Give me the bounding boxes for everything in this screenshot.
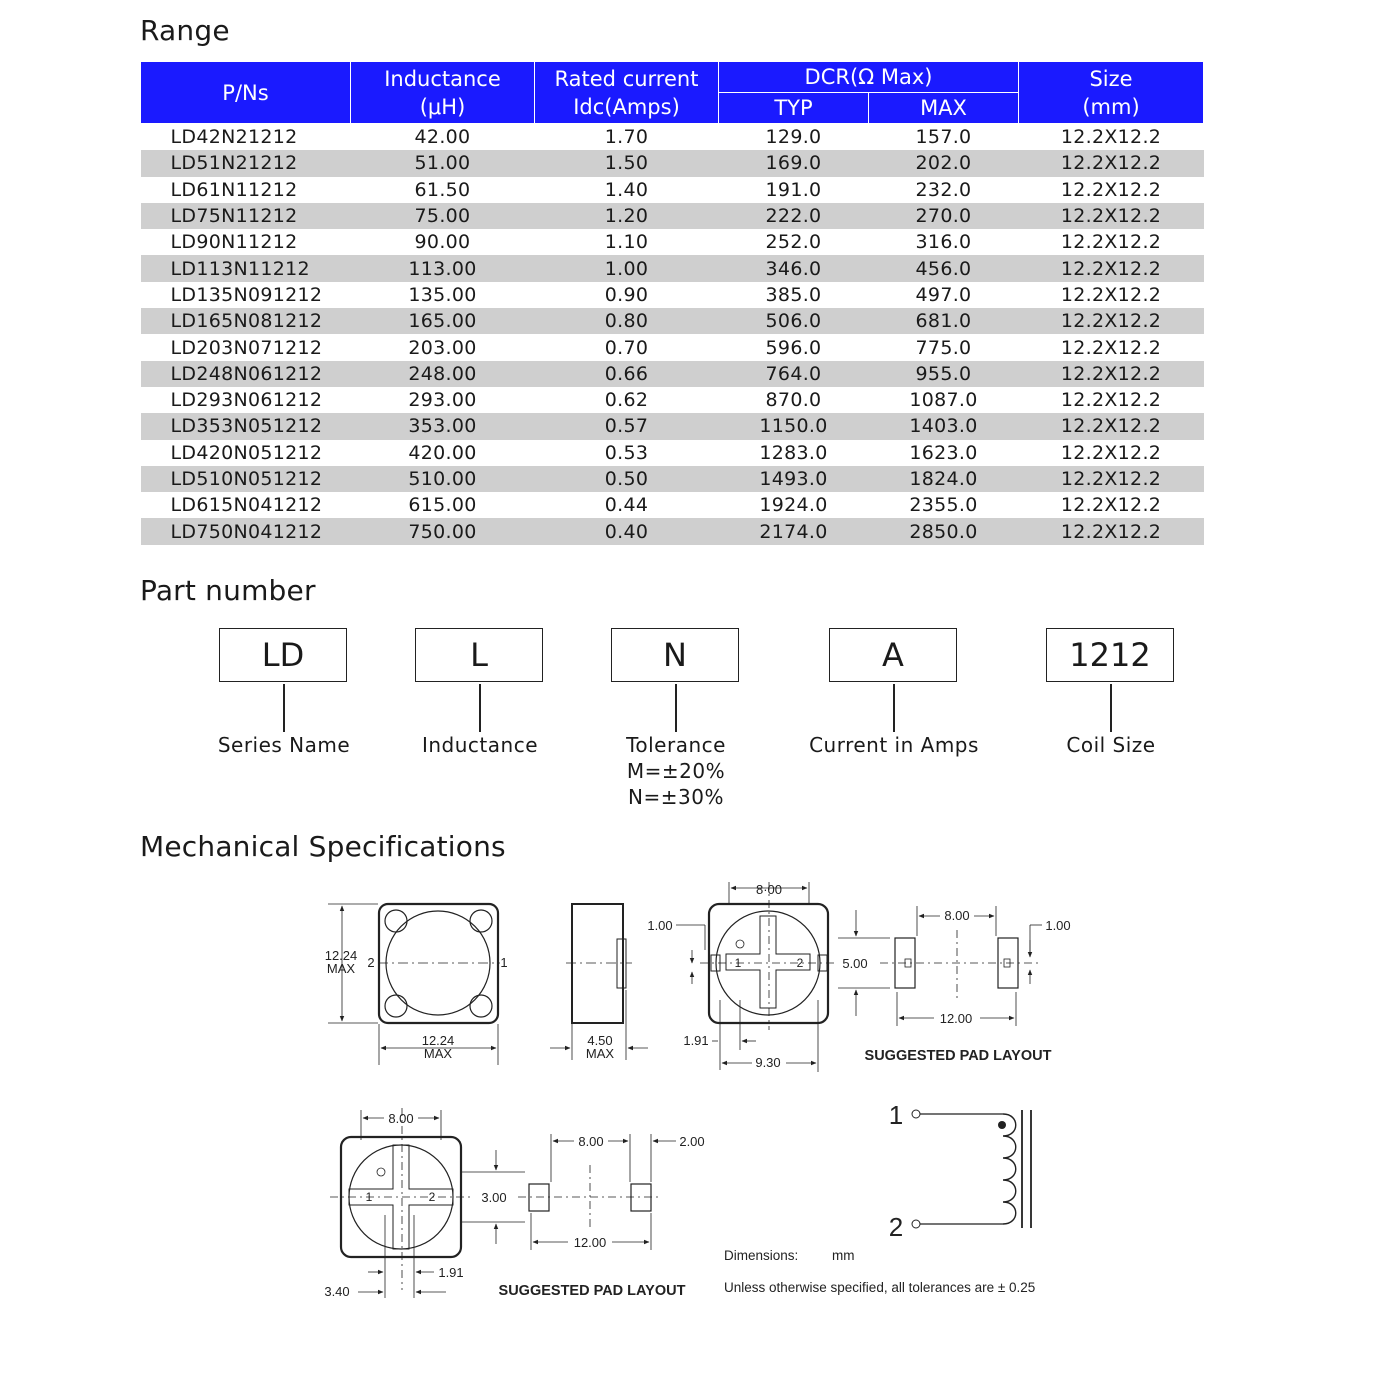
cell-pn: LD510N051212 [141,466,351,492]
pad2-title: SUGGESTED PAD LAYOUT [498,1283,686,1299]
cell-current: 1.70 [604,126,649,149]
top-view [328,904,500,1065]
cell-dcr-typ: 252.0 [765,231,822,254]
cell-size: 12.2X12.2 [1060,178,1162,201]
side-view-width: 4.50 [587,1033,613,1048]
pad1-total: 12.00 [939,1011,973,1026]
bottom-view-width: 8·00 [755,882,783,897]
cell-current: 0.40 [535,518,719,544]
part-label-tolerance-n: N=±30% [628,785,724,809]
cell-inductance: 51.00 [351,150,535,176]
cell-current: 0.70 [604,336,649,359]
part-box-series: LD [219,628,347,682]
pad1-width: 8.00 [944,908,970,923]
cell-current: 0.50 [535,466,719,492]
bottom-view-total: 9.30 [755,1055,781,1070]
cell-pn: LD615N041212 [170,494,323,517]
top-view-height: 12.24 [324,948,358,963]
cell-pn: LD42N21212 [170,126,298,149]
cell-inductance: 750.00 [351,518,535,544]
cell-current: 1.20 [535,203,719,229]
cell-inductance: 75.00 [351,203,535,229]
header-current-line1: Rated current [554,66,699,91]
cell-inductance: 135.00 [408,283,477,306]
cell-dcr-typ: 596.0 [765,336,822,359]
cell-size: 12.2X12.2 [1019,361,1204,387]
cell-size: 12.2X12.2 [1019,308,1204,334]
cell-dcr-typ: 1493.0 [719,466,869,492]
bottom-view-pin-offset: 1.91 [683,1033,709,1048]
view2-left: 3.40 [324,1284,350,1299]
cell-size: 12.2X12.2 [1060,231,1162,254]
cell-dcr-typ: 1283.0 [759,441,828,464]
part-box-tolerance: N [611,628,739,682]
cell-dcr-max: 681.0 [869,308,1019,334]
side-view-width-sub: MAX [585,1046,615,1061]
cell-pn: LD203N071212 [170,336,323,359]
cell-inductance: 113.00 [351,255,535,281]
cell-current: 1.50 [535,150,719,176]
part-box-inductance: L [415,628,543,682]
cell-pn: LD248N061212 [141,361,351,387]
cell-dcr-typ: 169.0 [719,150,869,176]
section-title-mechanical: Mechanical Specifications [140,830,506,863]
tolerance-note: Unless otherwise specified, all tolerances are ± 0.25 [724,1280,1036,1295]
cell-dcr-typ: 129.0 [765,126,822,149]
cell-size: 12.2X12.2 [1060,283,1162,306]
cell-dcr-typ: 870.0 [765,389,822,412]
pad1-title: SUGGESTED PAD LAYOUT [864,1048,1052,1064]
cell-dcr-typ: 2174.0 [719,518,869,544]
header-size-line1: Size [1089,66,1133,91]
cell-pn: LD165N081212 [141,308,351,334]
header-size-line2: (mm) [1082,94,1140,119]
header-dcr: DCR(Ω Max) [719,62,1019,93]
part-label-coil-size: Coil Size [1066,733,1156,757]
pad-layout-1 [880,906,1042,1026]
cell-dcr-typ: 764.0 [719,361,869,387]
cell-pn: LD135N091212 [170,283,323,306]
pad2-total: 12.00 [573,1235,607,1250]
cell-dcr-max: 270.0 [869,203,1019,229]
schematic-pin1: 1 [888,1100,904,1130]
cell-size: 12.2X12.2 [1019,518,1204,544]
header-dcr-typ: TYP [719,93,869,124]
cell-dcr-max: 1623.0 [909,441,978,464]
top-view-width: 12.24 [421,1033,455,1048]
cell-size: 12.2X12.2 [1019,413,1204,439]
view2-height: 3.00 [481,1190,507,1205]
pad2-width: 8.00 [578,1134,604,1149]
cell-inductance: 42.00 [414,126,471,149]
part-label-series: Series Name [217,733,351,757]
cell-dcr-max: 456.0 [869,255,1019,281]
cell-inductance: 510.00 [351,466,535,492]
cell-inductance: 293.00 [408,389,477,412]
part-label-current: Current in Amps [809,733,979,757]
pad1-tab: 1.00 [1045,918,1071,933]
cell-dcr-max: 157.0 [915,126,972,149]
cell-dcr-max: 775.0 [915,336,972,359]
header-pn: P/Ns [141,62,351,124]
view2-pin1: 1 [365,1190,373,1204]
cell-pn: LD353N051212 [141,413,351,439]
cell-dcr-max: 2850.0 [869,518,1019,544]
cell-inductance: 615.00 [408,494,477,517]
cell-current: 0.53 [604,441,649,464]
cell-current: 1.10 [604,231,649,254]
cell-current: 0.62 [604,389,649,412]
cell-pn: LD51N21212 [141,150,351,176]
cell-inductance: 61.50 [414,178,471,201]
cell-inductance: 420.00 [408,441,477,464]
cell-dcr-max: 2355.0 [909,494,978,517]
cell-current: 0.90 [604,283,649,306]
header-current-line2: Idc(Amps) [573,94,680,119]
cell-dcr-typ: 346.0 [719,255,869,281]
top-view-pin2: 2 [367,955,375,970]
cell-dcr-max: 316.0 [915,231,972,254]
top-view-pin1: 1 [500,955,508,970]
header-dcr-max: MAX [869,93,1019,124]
cell-pn: LD90N11212 [170,231,298,254]
header-inductance-line2: (μH) [419,94,466,119]
cell-dcr-typ: 1924.0 [759,494,828,517]
cell-size: 12.2X12.2 [1060,389,1162,412]
bottom-view-tab: 1.00 [647,918,673,933]
cell-pn: LD750N041212 [141,518,351,544]
cell-current: 1.40 [604,178,649,201]
cell-size: 12.2X12.2 [1019,203,1204,229]
cell-dcr-max: 497.0 [915,283,972,306]
pad2-tab: 2.00 [679,1134,705,1149]
cell-size: 12.2X12.2 [1060,494,1162,517]
schematic-pin2: 2 [888,1212,904,1242]
section-title-part-number: Part number [140,574,316,607]
section-title-range: Range [140,14,230,47]
cell-pn: LD61N11212 [170,178,298,201]
part-box-current: A [829,628,957,682]
cell-dcr-typ: 222.0 [719,203,869,229]
cell-dcr-max: 1087.0 [909,389,978,412]
part-label-inductance: Inductance [421,733,538,757]
part-label-tolerance-m: M=±20% [626,759,726,783]
view2-pin2: 2 [428,1190,436,1204]
cell-size: 12.2X12.2 [1019,466,1204,492]
cell-pn: LD293N061212 [170,389,323,412]
cell-dcr-max: 1403.0 [869,413,1019,439]
cell-size: 12.2X12.2 [1060,441,1162,464]
dimensions-unit: mm [832,1248,855,1263]
cell-dcr-typ: 1150.0 [719,413,869,439]
part-box-coil-size: 1212 [1046,628,1174,682]
dimensions-label: Dimensions: [724,1248,799,1263]
view2-pin-offset: 1.91 [438,1265,464,1280]
cell-size: 12.2X12.2 [1019,150,1204,176]
view2-width: 8.00 [388,1111,414,1126]
cell-current: 0.66 [535,361,719,387]
cell-inductance: 353.00 [351,413,535,439]
cell-dcr-typ: 385.0 [765,283,822,306]
top-view-width-sub: MAX [423,1046,453,1061]
cell-dcr-typ: 191.0 [765,178,822,201]
bottom-view-pin1: 1 [734,956,742,970]
cell-current: 0.80 [535,308,719,334]
cell-pn: LD75N11212 [141,203,351,229]
inductor-schematic [912,1110,1031,1228]
pad-layout-2 [518,1134,676,1250]
part-label-tolerance-title: Tolerance [626,733,726,757]
cell-inductance: 203.00 [408,336,477,359]
cell-pn: LD113N11212 [141,255,351,281]
cell-inductance: 90.00 [414,231,471,254]
cell-dcr-typ: 506.0 [719,308,869,334]
bottom-view-pin2: 2 [796,956,804,970]
cell-dcr-max: 955.0 [869,361,1019,387]
bottom-view-height: 5.00 [842,956,868,971]
cell-dcr-max: 202.0 [869,150,1019,176]
cell-size: 12.2X12.2 [1060,126,1162,149]
cell-size: 12.2X12.2 [1060,336,1162,359]
header-inductance-line1: Inductance [384,66,501,91]
cell-current: 1.00 [535,255,719,281]
cell-inductance: 165.00 [351,308,535,334]
cell-pn: LD420N051212 [170,441,323,464]
cell-inductance: 248.00 [351,361,535,387]
cell-size: 12.2X12.2 [1019,255,1204,281]
cell-current: 0.44 [604,494,649,517]
cell-current: 0.57 [535,413,719,439]
cell-dcr-max: 1824.0 [869,466,1019,492]
cell-dcr-max: 232.0 [915,178,972,201]
top-view-height-sub: MAX [326,961,356,976]
